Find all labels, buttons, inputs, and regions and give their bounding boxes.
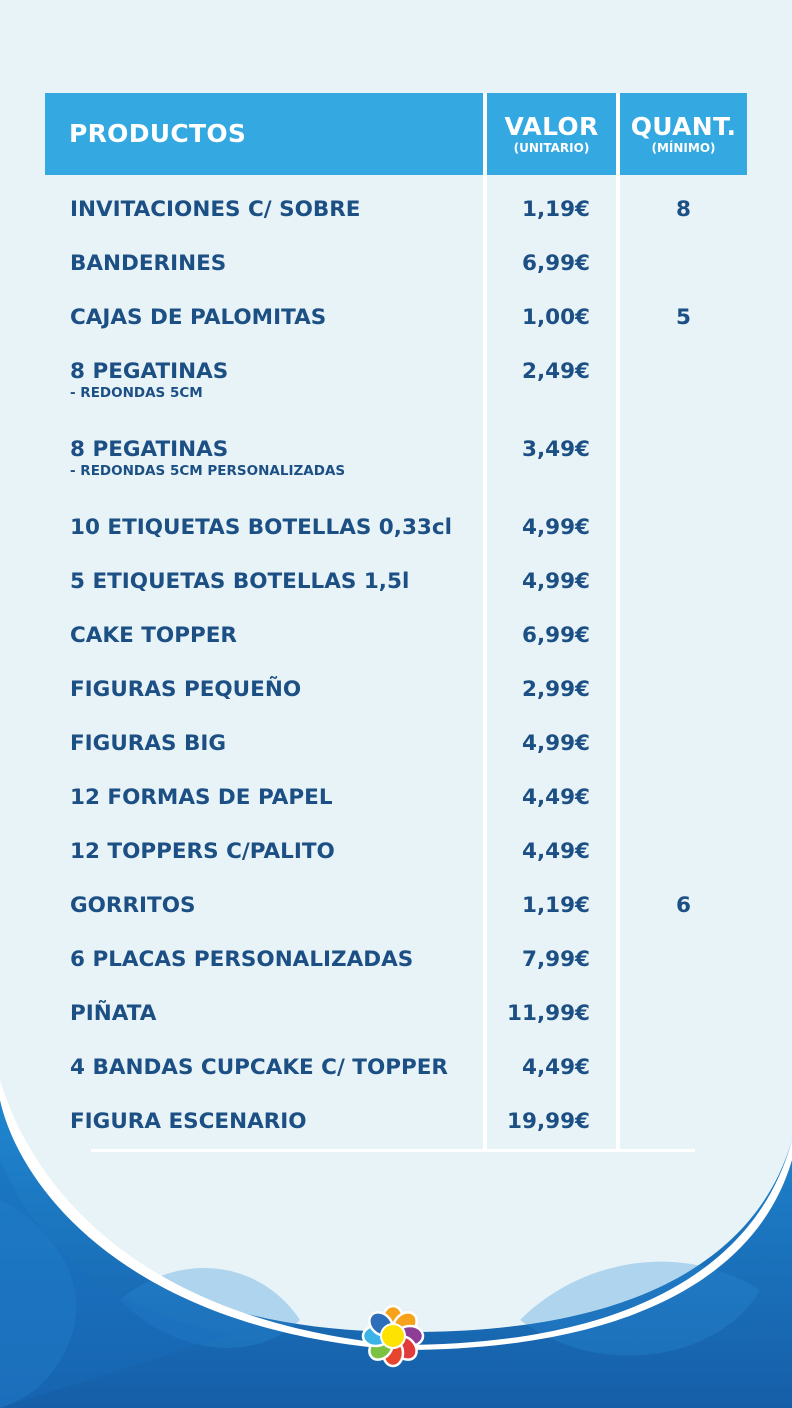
- product-name: 4 BANDAS CUPCAKE C/ TOPPER: [70, 1055, 448, 1080]
- product-price: 1,19€: [521, 893, 590, 918]
- product-price: 3,49€: [521, 437, 590, 462]
- product-name: PIÑATA: [70, 1001, 157, 1026]
- product-price: 11,99€: [507, 1001, 590, 1026]
- product-name: 5 ETIQUETAS BOTELLAS 1,5l: [70, 569, 410, 594]
- product-price: 6,99€: [521, 623, 590, 648]
- product-price: 2,49€: [521, 359, 590, 384]
- product-min-quantity: 6: [676, 893, 691, 918]
- product-name: 8 PEGATINAS: [70, 359, 229, 384]
- product-name: 10 ETIQUETAS BOTELLAS 0,33cl: [70, 515, 452, 540]
- product-name: FIGURAS PEQUEÑO: [70, 677, 302, 702]
- product-name: 6 PLACAS PERSONALIZADAS: [70, 947, 414, 972]
- product-name: GORRITOS: [70, 893, 196, 918]
- price-table: [45, 93, 747, 1153]
- product-name: BANDERINES: [70, 251, 227, 276]
- table-header: [45, 93, 747, 175]
- product-price: 4,49€: [521, 1055, 590, 1080]
- product-price: 7,99€: [521, 947, 590, 972]
- product-price: 2,99€: [521, 677, 590, 702]
- product-name: CAKE TOPPER: [70, 623, 237, 648]
- header-quantity-label: QUANT.: [630, 112, 737, 141]
- product-price: 4,99€: [521, 731, 590, 756]
- header-value: [487, 93, 616, 175]
- product-price: 4,49€: [521, 839, 590, 864]
- product-price: 4,99€: [521, 569, 590, 594]
- product-min-quantity: 5: [676, 305, 691, 330]
- product-subtitle: - REDONDAS 5CM PERSONALIZADAS: [70, 463, 346, 479]
- product-name: 8 PEGATINAS: [70, 437, 229, 462]
- table-bottom-line: [91, 1149, 695, 1152]
- header-quantity: [620, 93, 747, 175]
- product-name: 12 FORMAS DE PAPEL: [70, 785, 333, 810]
- product-name: INVITACIONES C/ SOBRE: [70, 197, 361, 222]
- header-value-sub: (UNITARIO): [513, 141, 590, 155]
- product-price: 1,00€: [521, 305, 590, 330]
- product-price: 1,19€: [521, 197, 590, 222]
- product-price: 6,99€: [521, 251, 590, 276]
- header-value-label: VALOR: [504, 112, 599, 141]
- product-price: 19,99€: [507, 1109, 590, 1134]
- product-subtitle: - REDONDAS 5CM: [70, 385, 203, 401]
- product-price: 4,99€: [521, 515, 590, 540]
- column-divider: [616, 93, 620, 1151]
- flower-logo-icon: [359, 1302, 427, 1370]
- product-min-quantity: 8: [676, 197, 691, 222]
- header-products-label: PRODUCTOS: [69, 119, 247, 148]
- header-quantity-sub: (MÍNIMO): [651, 141, 716, 155]
- product-name: FIGURAS BIG: [70, 731, 226, 756]
- product-name: CAJAS DE PALOMITAS: [70, 305, 327, 330]
- product-name: 12 TOPPERS C/PALITO: [70, 839, 335, 864]
- product-price: 4,49€: [521, 785, 590, 810]
- product-name: FIGURA ESCENARIO: [70, 1109, 307, 1134]
- header-products: [45, 93, 483, 175]
